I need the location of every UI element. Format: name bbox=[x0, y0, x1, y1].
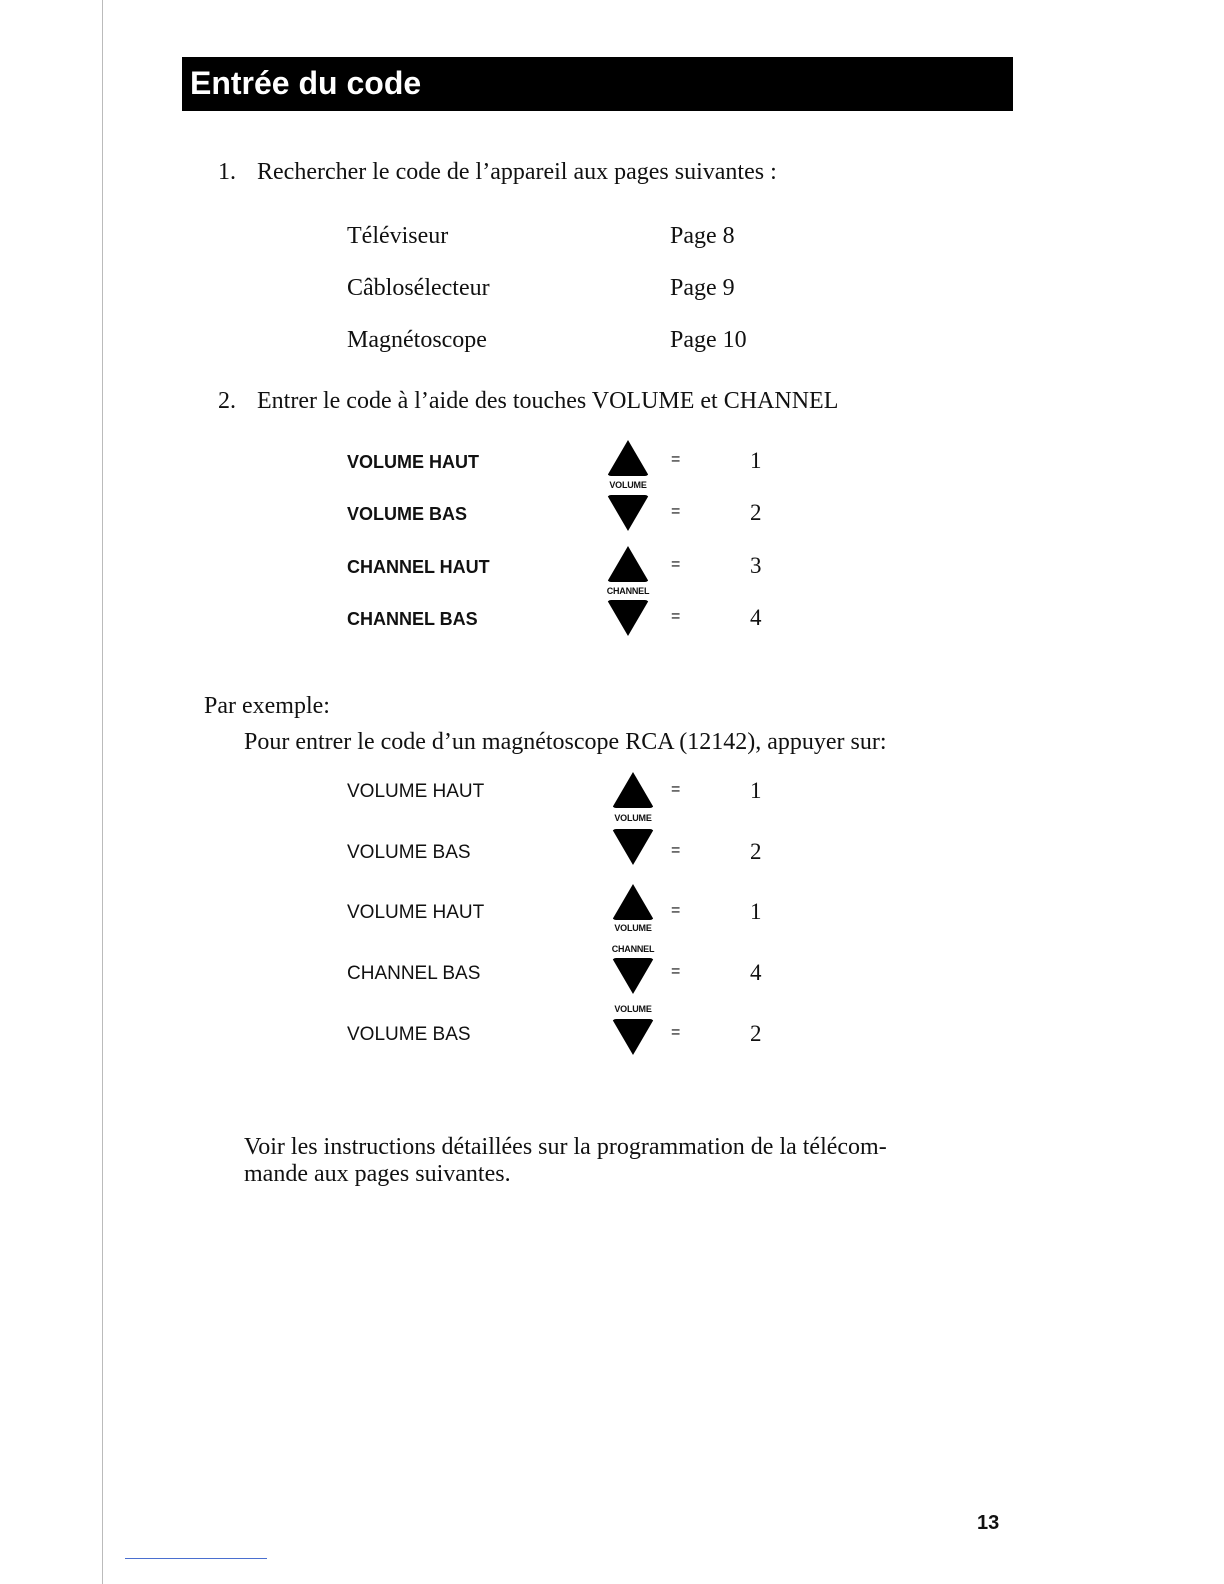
example-key-value: 1 bbox=[750, 778, 762, 803]
example-key-label: VOLUME HAUT bbox=[347, 902, 485, 923]
example-key-label: VOLUME HAUT bbox=[347, 781, 485, 802]
equals-sign: = bbox=[671, 902, 681, 919]
volume-down-arrow-icon bbox=[607, 495, 649, 531]
device-name: Magnétoscope bbox=[347, 327, 487, 353]
volume-down-arrow-icon bbox=[612, 1019, 654, 1055]
example-heading: Par exemple: bbox=[204, 693, 330, 719]
equals-sign: = bbox=[671, 842, 681, 859]
step-2-text: Entrer le code à l’aide des touches VOLUME et CHANNEL bbox=[257, 388, 839, 414]
key-caption: VOLUME bbox=[614, 923, 652, 933]
volume-up-arrow-icon bbox=[607, 440, 649, 476]
device-name: Téléviseur bbox=[347, 223, 449, 249]
section-header-bar bbox=[182, 57, 1013, 111]
key-caption: VOLUME bbox=[614, 1004, 652, 1014]
key-caption: CHANNEL bbox=[611, 944, 655, 954]
volume-up-arrow-icon bbox=[612, 772, 654, 808]
key-value: 4 bbox=[750, 605, 762, 630]
binding-margin-line bbox=[102, 0, 103, 1584]
device-page: Page 9 bbox=[670, 275, 735, 301]
section-title: Entrée du code bbox=[190, 65, 422, 101]
key-label: CHANNEL HAUT bbox=[347, 557, 490, 577]
example-text: Pour entrer le code d’un magnétoscope RCA (12142), appuyer sur: bbox=[244, 729, 887, 755]
example-key-label: CHANNEL BAS bbox=[347, 963, 481, 984]
channel-down-arrow-icon bbox=[612, 958, 654, 994]
footer-note-line-2: mande aux pages suivantes. bbox=[244, 1161, 511, 1187]
equals-sign: = bbox=[671, 608, 681, 625]
equals-sign: = bbox=[671, 963, 681, 980]
footer-note-line-1: Voir les instructions détaillées sur la programmation de la télécom- bbox=[244, 1134, 887, 1160]
key-caption: VOLUME bbox=[614, 813, 652, 823]
step-1-number: 1. bbox=[218, 159, 236, 185]
key-value: 3 bbox=[750, 553, 762, 578]
volume-down-arrow-icon bbox=[612, 829, 654, 865]
equals-sign: = bbox=[671, 1024, 681, 1041]
equals-sign: = bbox=[671, 451, 681, 468]
equals-sign: = bbox=[671, 781, 681, 798]
example-key-value: 2 bbox=[750, 839, 762, 864]
page-number: 13 bbox=[977, 1512, 1000, 1534]
equals-sign: = bbox=[671, 503, 681, 520]
step-1-text: Rechercher le code de l’appareil aux pages suivantes : bbox=[257, 159, 777, 185]
step-2-number: 2. bbox=[218, 388, 236, 414]
device-name: Câblosélecteur bbox=[347, 275, 490, 301]
key-label: CHANNEL BAS bbox=[347, 609, 478, 629]
key-label: VOLUME HAUT bbox=[347, 452, 479, 472]
example-key-label: VOLUME BAS bbox=[347, 842, 471, 863]
example-key-value: 1 bbox=[750, 899, 762, 924]
footer-rule bbox=[125, 1558, 267, 1559]
key-value: 2 bbox=[750, 500, 762, 525]
volume-up-arrow-icon bbox=[612, 884, 654, 920]
device-page: Page 8 bbox=[670, 223, 735, 249]
equals-sign: = bbox=[671, 556, 681, 573]
channel-key-caption: CHANNEL bbox=[606, 586, 650, 596]
example-key-value: 4 bbox=[750, 960, 762, 985]
key-value: 1 bbox=[750, 448, 762, 473]
key-label: VOLUME BAS bbox=[347, 504, 468, 524]
channel-down-arrow-icon bbox=[607, 600, 649, 636]
device-page: Page 10 bbox=[670, 327, 747, 353]
example-key-value: 2 bbox=[750, 1021, 762, 1046]
example-key-label: VOLUME BAS bbox=[347, 1024, 471, 1045]
channel-up-arrow-icon bbox=[607, 546, 649, 582]
volume-key-caption: VOLUME bbox=[609, 480, 647, 490]
